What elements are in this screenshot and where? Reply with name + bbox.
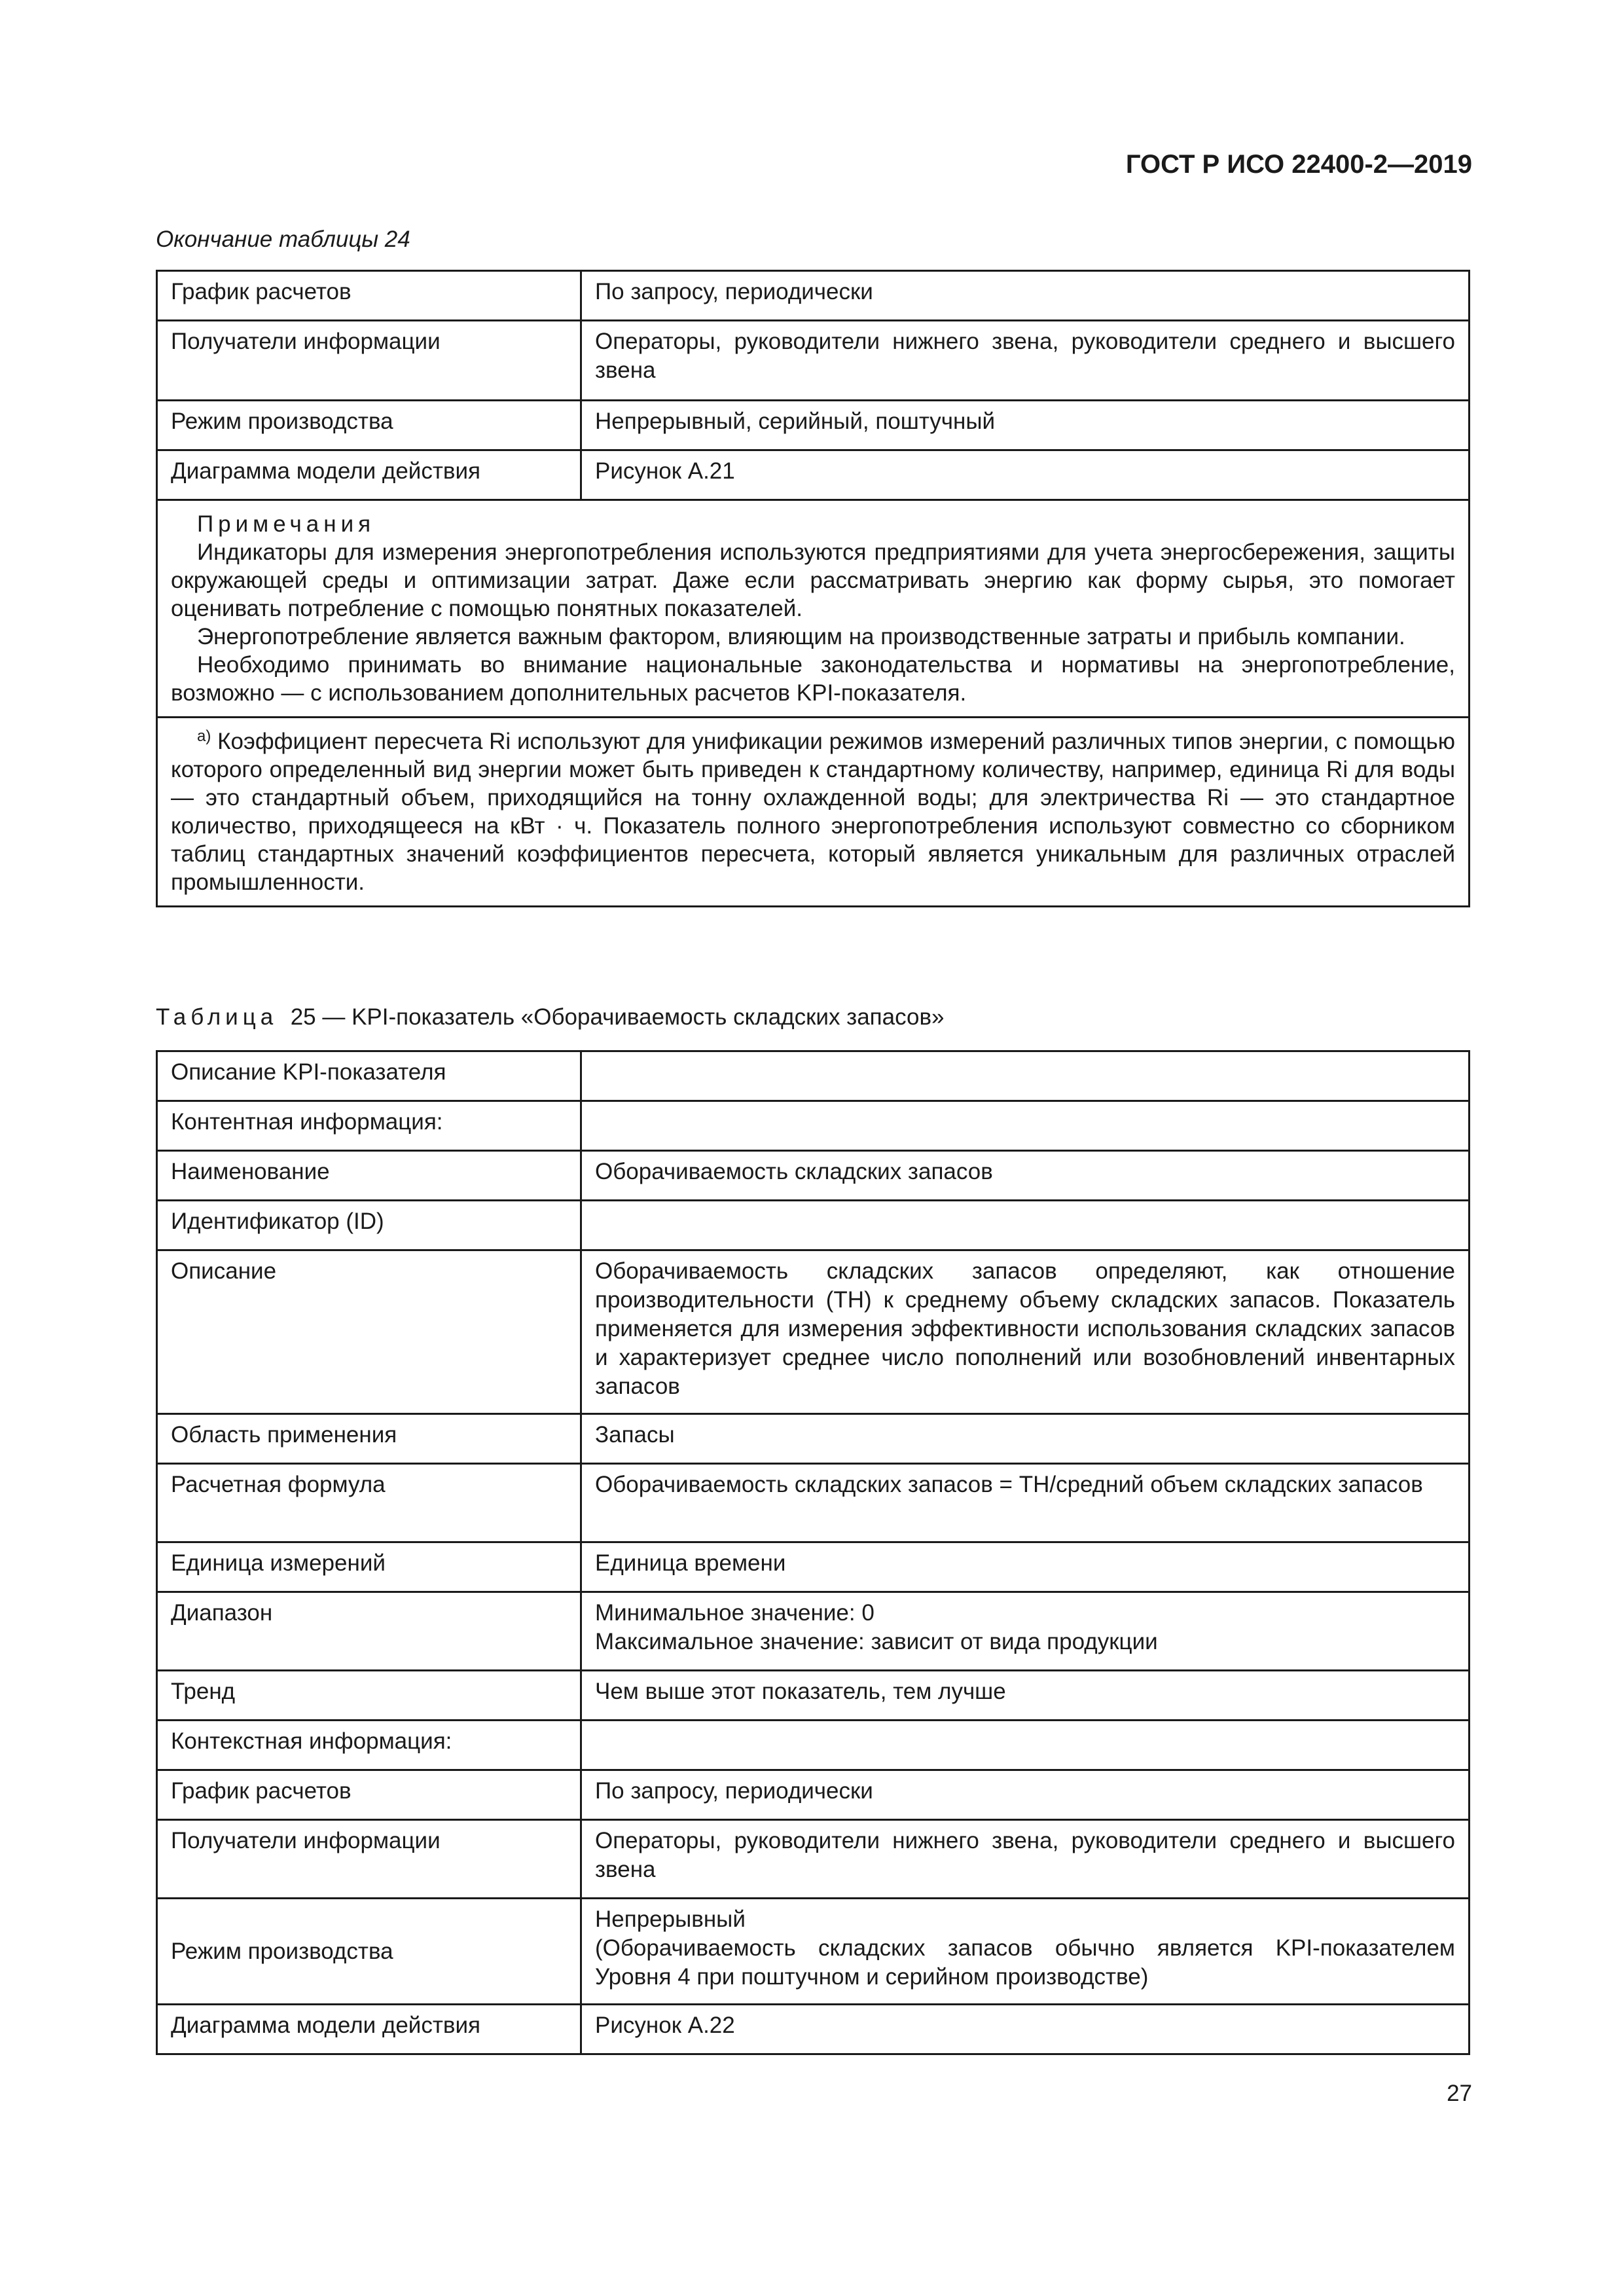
row-value: Непрерывный, серийный, поштучный (581, 401, 1470, 450)
row-value (581, 1201, 1470, 1250)
note-paragraph: Необходимо принимать во внимание национальные законодательства и нормативы на энергопотребление, возможно — с использованием дополнительных расчетов KPI-показателя. (171, 652, 1455, 706)
row-label: Расчетная формула (157, 1464, 581, 1542)
table-row (157, 1770, 1470, 1820)
row-label: Диапазон (157, 1592, 581, 1671)
row-value: Оборачиваемость складских запасов = TH/средний объем складских запасов (581, 1464, 1470, 1542)
table-row (157, 1820, 1470, 1899)
row-label: График расчетов (157, 1770, 581, 1820)
table-row (157, 1592, 1470, 1671)
table-row (157, 1201, 1470, 1250)
row-label: Наименование (157, 1151, 581, 1201)
page-number: 27 (1447, 2081, 1472, 2106)
row-value: Рисунок А.21 (581, 450, 1470, 500)
row-label: Диаграмма модели действия (157, 450, 581, 500)
table-row (157, 1721, 1470, 1770)
row-value: Оборачиваемость складских запасов (581, 1151, 1470, 1201)
notes-row (157, 500, 1470, 718)
document-id: ГОСТ Р ИСО 22400-2—2019 (1125, 150, 1472, 179)
row-value (581, 1101, 1470, 1151)
table-caption-word: Таблица (156, 1004, 278, 1030)
row-label: Диаграмма модели действия (157, 2005, 581, 2054)
table-row (157, 1051, 1470, 1101)
table-row (157, 1899, 1470, 2005)
footnote-body: Коэффициент пересчета Ri используют для унификации режимов измерений различных типов энергии, с помощью которого определенный вид энергии может быть приведен к стандартному количеству, например, единица Ri для воды — это стандартный объем, приходящийся на тонну охлажденной воды; для электричества Ri — это стандартное количество, приходящееся на кВт · ч. Показатель полного энергопотребления используют совместно со сборником таблиц стандартных значений коэффициентов пересчета, который является уникальным для различных отраслей промышленности. (171, 729, 1455, 895)
table-row (157, 321, 1470, 401)
row-label: Идентификатор (ID) (157, 1201, 581, 1250)
row-label: Контентная информация: (157, 1101, 581, 1151)
row-value (581, 1721, 1470, 1770)
row-value: Оборачиваемость складских запасов определяют, как отношение производительности (TH) к среднему объему складских запасов. Показатель применяется для измерения эффективности использования складских запасов и характеризует среднее число пополнений или возобновлений инвентарных запасов (581, 1250, 1470, 1414)
note-paragraph: Энергопотребление является важным фактором, влияющим на производственные затраты и прибыль компании. (197, 624, 1405, 649)
table-row (157, 1101, 1470, 1151)
table-25-caption (156, 1003, 945, 1032)
row-label: Описание KPI-показателя (157, 1051, 581, 1101)
table-caption-title: 25 — KPI-показатель «Оборачиваемость складских запасов» (290, 1004, 945, 1030)
row-label: Контекстная информация: (157, 1721, 581, 1770)
notes-title: Примечания (197, 511, 376, 537)
table-25 (156, 1050, 1470, 2055)
footnote-text (171, 727, 1455, 896)
table-row (157, 401, 1470, 450)
table-row (157, 1151, 1470, 1201)
table-row (157, 450, 1470, 500)
range-min: Минимальное значение: 0 (595, 1600, 875, 1626)
table-row (157, 1414, 1470, 1464)
mode-comment: (Оборачиваемость складских запасов обычно является KPI-показателем Уровня 4 при поштучном и серийном производстве) (595, 1935, 1455, 1990)
table-row (157, 1671, 1470, 1721)
row-value: По запросу, периодически (581, 1770, 1470, 1820)
table-continuation-caption: Окончание таблицы 24 (156, 227, 410, 252)
row-value: Единица времени (581, 1542, 1470, 1592)
row-value: Запасы (581, 1414, 1470, 1464)
notes-cell (157, 500, 1470, 718)
table-row (157, 1250, 1470, 1414)
row-label: Область применения (157, 1414, 581, 1464)
row-value (581, 1899, 1470, 2005)
footnote-marker: а) (197, 727, 211, 745)
table-row (157, 1464, 1470, 1542)
mode-value: Непрерывный (595, 1906, 746, 1932)
row-value (581, 1051, 1470, 1101)
range-max: Максимальное значение: зависит от вида продукции (595, 1629, 1158, 1654)
row-label: Единица измерений (157, 1542, 581, 1592)
row-label: Получатели информации (157, 1820, 581, 1899)
table-row (157, 2005, 1470, 2054)
row-value: По запросу, периодически (581, 271, 1470, 321)
row-value: Чем выше этот показатель, тем лучше (581, 1671, 1470, 1721)
table-row (157, 271, 1470, 321)
row-label: Режим производства (157, 401, 581, 450)
footnote-cell (157, 718, 1470, 907)
row-value: Операторы, руководители нижнего звена, руководители среднего и высшего звена (581, 321, 1470, 401)
row-label: Описание (157, 1250, 581, 1414)
row-value: Операторы, руководители нижнего звена, руководители среднего и высшего звена (581, 1820, 1470, 1899)
footnote-row (157, 718, 1470, 907)
table-24-end (156, 270, 1470, 907)
row-label: График расчетов (157, 271, 581, 321)
row-value: Рисунок А.22 (581, 2005, 1470, 2054)
row-label: Получатели информации (157, 321, 581, 401)
table-row (157, 1542, 1470, 1592)
row-label: Тренд (157, 1671, 581, 1721)
row-label: Режим производства (157, 1899, 581, 2005)
note-paragraph: Индикаторы для измерения энергопотребления используются предприятиями для учета энергосбережения, защиты окружающей среды и оптимизации затрат. Даже если рассматривать энергию как форму сырья, это помогает оценивать потребление с помощью понятных показателей. (171, 539, 1455, 621)
row-value (581, 1592, 1470, 1671)
